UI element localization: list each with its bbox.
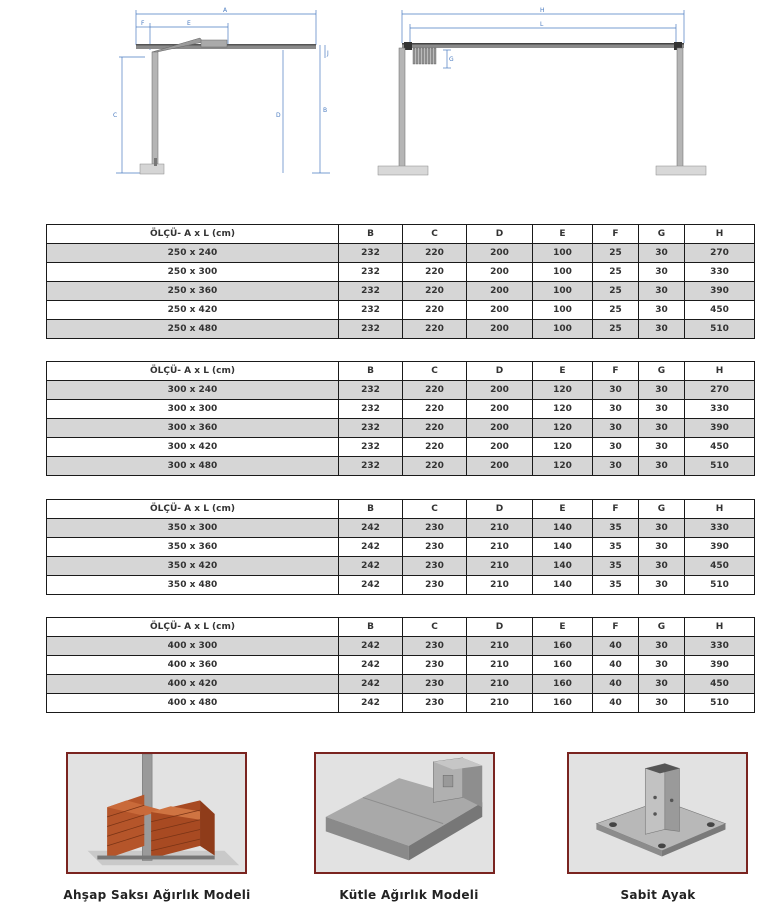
table-header-row bbox=[47, 225, 755, 244]
spec-table-4 bbox=[46, 617, 755, 713]
value-cell: 25 bbox=[593, 263, 639, 282]
value-cell: 30 bbox=[593, 400, 639, 419]
value-cell: 100 bbox=[533, 244, 593, 263]
value-cell: 220 bbox=[403, 301, 467, 320]
value-cell: 510 bbox=[685, 457, 755, 476]
table-row bbox=[47, 320, 755, 339]
value-cell: 220 bbox=[403, 282, 467, 301]
spec-table-2 bbox=[46, 361, 755, 476]
dim-label-b: B bbox=[323, 107, 328, 114]
value-cell: 30 bbox=[639, 675, 685, 694]
value-cell: 230 bbox=[403, 576, 467, 595]
column-header: F bbox=[593, 500, 639, 519]
value-cell: 220 bbox=[403, 438, 467, 457]
column-header: B bbox=[339, 500, 403, 519]
value-cell: 100 bbox=[533, 301, 593, 320]
table-row bbox=[47, 282, 755, 301]
value-cell: 232 bbox=[339, 282, 403, 301]
value-cell: 390 bbox=[685, 282, 755, 301]
value-cell: 35 bbox=[593, 538, 639, 557]
value-cell: 30 bbox=[639, 694, 685, 713]
value-cell: 200 bbox=[467, 320, 533, 339]
value-cell: 330 bbox=[685, 263, 755, 282]
column-header: C bbox=[403, 500, 467, 519]
value-cell: 242 bbox=[339, 637, 403, 656]
value-cell: 220 bbox=[403, 320, 467, 339]
value-cell: 35 bbox=[593, 576, 639, 595]
dim-label-l: L bbox=[540, 21, 544, 28]
value-cell: 25 bbox=[593, 282, 639, 301]
table-row bbox=[47, 538, 755, 557]
size-cell: 350 x 420 bbox=[47, 557, 339, 576]
right-structure bbox=[378, 42, 706, 175]
value-cell: 140 bbox=[533, 538, 593, 557]
value-cell: 30 bbox=[639, 656, 685, 675]
value-cell: 210 bbox=[467, 519, 533, 538]
value-cell: 200 bbox=[467, 301, 533, 320]
table-row bbox=[47, 400, 755, 419]
value-cell: 220 bbox=[403, 263, 467, 282]
value-cell: 220 bbox=[403, 381, 467, 400]
value-cell: 30 bbox=[639, 637, 685, 656]
value-cell: 160 bbox=[533, 656, 593, 675]
size-cell: 350 x 480 bbox=[47, 576, 339, 595]
value-cell: 232 bbox=[339, 320, 403, 339]
table-row bbox=[47, 381, 755, 400]
value-cell: 120 bbox=[533, 419, 593, 438]
size-column-header: ÖLÇÜ- A x L (cm) bbox=[47, 618, 339, 637]
column-header: H bbox=[685, 362, 755, 381]
table-header-row bbox=[47, 362, 755, 381]
column-header: F bbox=[593, 618, 639, 637]
value-cell: 30 bbox=[639, 320, 685, 339]
column-header: E bbox=[533, 362, 593, 381]
value-cell: 230 bbox=[403, 637, 467, 656]
value-cell: 160 bbox=[533, 675, 593, 694]
size-cell: 400 x 300 bbox=[47, 637, 339, 656]
value-cell: 40 bbox=[593, 637, 639, 656]
value-cell: 100 bbox=[533, 320, 593, 339]
value-cell: 200 bbox=[467, 381, 533, 400]
value-cell: 160 bbox=[533, 694, 593, 713]
wooden-planter-weight-caption: Ahşap Saksı Ağırlık Modeli bbox=[63, 888, 251, 902]
column-header: B bbox=[339, 618, 403, 637]
value-cell: 30 bbox=[639, 244, 685, 263]
value-cell: 232 bbox=[339, 381, 403, 400]
spec-table-1 bbox=[46, 224, 755, 339]
value-cell: 120 bbox=[533, 400, 593, 419]
dim-label-c: C bbox=[113, 112, 118, 119]
value-cell: 390 bbox=[685, 419, 755, 438]
value-cell: 25 bbox=[593, 301, 639, 320]
column-header: D bbox=[467, 362, 533, 381]
left-structure bbox=[136, 38, 316, 174]
column-header: B bbox=[339, 362, 403, 381]
fixed-foot-image bbox=[567, 752, 748, 874]
table-header-row bbox=[47, 618, 755, 637]
column-header: D bbox=[467, 500, 533, 519]
value-cell: 242 bbox=[339, 656, 403, 675]
value-cell: 242 bbox=[339, 694, 403, 713]
value-cell: 25 bbox=[593, 244, 639, 263]
dim-label-e: E bbox=[187, 20, 191, 27]
value-cell: 220 bbox=[403, 419, 467, 438]
size-column-header: ÖLÇÜ- A x L (cm) bbox=[47, 362, 339, 381]
value-cell: 450 bbox=[685, 675, 755, 694]
mass-weight-image bbox=[314, 752, 495, 874]
value-cell: 220 bbox=[403, 457, 467, 476]
value-cell: 100 bbox=[533, 282, 593, 301]
table-row bbox=[47, 419, 755, 438]
value-cell: 140 bbox=[533, 519, 593, 538]
value-cell: 210 bbox=[467, 694, 533, 713]
fixed-foot-caption: Sabit Ayak bbox=[620, 888, 696, 902]
column-header: G bbox=[639, 500, 685, 519]
value-cell: 270 bbox=[685, 244, 755, 263]
value-cell: 210 bbox=[467, 576, 533, 595]
value-cell: 242 bbox=[339, 519, 403, 538]
dim-label-a: A bbox=[223, 7, 228, 14]
value-cell: 232 bbox=[339, 263, 403, 282]
size-cell: 250 x 300 bbox=[47, 263, 339, 282]
left-dimension-lines bbox=[116, 10, 330, 173]
size-cell: 300 x 480 bbox=[47, 457, 339, 476]
value-cell: 30 bbox=[639, 400, 685, 419]
value-cell: 200 bbox=[467, 263, 533, 282]
value-cell: 230 bbox=[403, 694, 467, 713]
value-cell: 30 bbox=[639, 381, 685, 400]
value-cell: 210 bbox=[467, 538, 533, 557]
value-cell: 30 bbox=[639, 282, 685, 301]
value-cell: 232 bbox=[339, 301, 403, 320]
value-cell: 200 bbox=[467, 244, 533, 263]
value-cell: 30 bbox=[593, 381, 639, 400]
size-cell: 250 x 420 bbox=[47, 301, 339, 320]
size-cell: 400 x 420 bbox=[47, 675, 339, 694]
column-header: C bbox=[403, 362, 467, 381]
spec-table-3 bbox=[46, 499, 755, 595]
size-cell: 300 x 300 bbox=[47, 400, 339, 419]
value-cell: 242 bbox=[339, 675, 403, 694]
value-cell: 390 bbox=[685, 656, 755, 675]
value-cell: 30 bbox=[639, 519, 685, 538]
column-header: C bbox=[403, 225, 467, 244]
value-cell: 232 bbox=[339, 244, 403, 263]
value-cell: 200 bbox=[467, 400, 533, 419]
value-cell: 30 bbox=[593, 457, 639, 476]
value-cell: 220 bbox=[403, 400, 467, 419]
column-header: G bbox=[639, 618, 685, 637]
column-header: D bbox=[467, 225, 533, 244]
dim-label-d: D bbox=[276, 112, 281, 119]
value-cell: 390 bbox=[685, 538, 755, 557]
value-cell: 510 bbox=[685, 694, 755, 713]
table-row bbox=[47, 438, 755, 457]
value-cell: 120 bbox=[533, 381, 593, 400]
column-header: H bbox=[685, 618, 755, 637]
value-cell: 120 bbox=[533, 457, 593, 476]
value-cell: 242 bbox=[339, 538, 403, 557]
table-row bbox=[47, 637, 755, 656]
value-cell: 40 bbox=[593, 656, 639, 675]
value-cell: 230 bbox=[403, 557, 467, 576]
value-cell: 220 bbox=[403, 244, 467, 263]
value-cell: 30 bbox=[639, 419, 685, 438]
value-cell: 30 bbox=[639, 557, 685, 576]
value-cell: 270 bbox=[685, 381, 755, 400]
column-header: H bbox=[685, 500, 755, 519]
dim-label-h: H bbox=[540, 7, 545, 14]
wooden-planter-weight-image bbox=[66, 752, 247, 874]
value-cell: 232 bbox=[339, 438, 403, 457]
value-cell: 200 bbox=[467, 457, 533, 476]
table-row bbox=[47, 675, 755, 694]
size-cell: 300 x 240 bbox=[47, 381, 339, 400]
table-row bbox=[47, 694, 755, 713]
size-cell: 250 x 360 bbox=[47, 282, 339, 301]
right-dimension-text bbox=[449, 7, 545, 63]
table-row bbox=[47, 301, 755, 320]
value-cell: 230 bbox=[403, 538, 467, 557]
value-cell: 210 bbox=[467, 557, 533, 576]
column-header: E bbox=[533, 618, 593, 637]
value-cell: 232 bbox=[339, 457, 403, 476]
column-header: G bbox=[639, 362, 685, 381]
value-cell: 35 bbox=[593, 519, 639, 538]
value-cell: 330 bbox=[685, 519, 755, 538]
column-header: E bbox=[533, 225, 593, 244]
size-cell: 350 x 360 bbox=[47, 538, 339, 557]
size-cell: 300 x 360 bbox=[47, 419, 339, 438]
size-column-header: ÖLÇÜ- A x L (cm) bbox=[47, 500, 339, 519]
table-row bbox=[47, 656, 755, 675]
value-cell: 232 bbox=[339, 400, 403, 419]
value-cell: 30 bbox=[639, 263, 685, 282]
dim-label-j: J bbox=[327, 50, 329, 57]
value-cell: 30 bbox=[593, 419, 639, 438]
column-header: F bbox=[593, 362, 639, 381]
value-cell: 30 bbox=[639, 457, 685, 476]
value-cell: 30 bbox=[639, 576, 685, 595]
value-cell: 200 bbox=[467, 282, 533, 301]
value-cell: 160 bbox=[533, 637, 593, 656]
value-cell: 200 bbox=[467, 419, 533, 438]
value-cell: 232 bbox=[339, 419, 403, 438]
table-row bbox=[47, 519, 755, 538]
value-cell: 330 bbox=[685, 400, 755, 419]
column-header: C bbox=[403, 618, 467, 637]
value-cell: 450 bbox=[685, 438, 755, 457]
value-cell: 450 bbox=[685, 557, 755, 576]
value-cell: 242 bbox=[339, 576, 403, 595]
value-cell: 510 bbox=[685, 576, 755, 595]
dimension-diagram bbox=[0, 0, 770, 200]
value-cell: 40 bbox=[593, 694, 639, 713]
value-cell: 30 bbox=[639, 438, 685, 457]
value-cell: 210 bbox=[467, 656, 533, 675]
column-header: G bbox=[639, 225, 685, 244]
value-cell: 25 bbox=[593, 320, 639, 339]
value-cell: 30 bbox=[593, 438, 639, 457]
table-row bbox=[47, 557, 755, 576]
table-header-row bbox=[47, 500, 755, 519]
value-cell: 30 bbox=[639, 538, 685, 557]
left-dimension-text bbox=[113, 7, 329, 119]
size-cell: 350 x 300 bbox=[47, 519, 339, 538]
column-header: F bbox=[593, 225, 639, 244]
value-cell: 35 bbox=[593, 557, 639, 576]
value-cell: 230 bbox=[403, 519, 467, 538]
mass-weight-caption: Kütle Ağırlık Modeli bbox=[339, 888, 479, 902]
column-header: E bbox=[533, 500, 593, 519]
table-row bbox=[47, 263, 755, 282]
value-cell: 100 bbox=[533, 263, 593, 282]
size-cell: 250 x 480 bbox=[47, 320, 339, 339]
right-dimension-lines bbox=[402, 10, 684, 68]
value-cell: 200 bbox=[467, 438, 533, 457]
value-cell: 210 bbox=[467, 675, 533, 694]
table-row bbox=[47, 576, 755, 595]
size-cell: 250 x 240 bbox=[47, 244, 339, 263]
value-cell: 140 bbox=[533, 576, 593, 595]
size-cell: 400 x 480 bbox=[47, 694, 339, 713]
column-header: D bbox=[467, 618, 533, 637]
column-header: H bbox=[685, 225, 755, 244]
value-cell: 210 bbox=[467, 637, 533, 656]
value-cell: 242 bbox=[339, 557, 403, 576]
value-cell: 450 bbox=[685, 301, 755, 320]
table-row bbox=[47, 457, 755, 476]
column-header: B bbox=[339, 225, 403, 244]
value-cell: 510 bbox=[685, 320, 755, 339]
value-cell: 140 bbox=[533, 557, 593, 576]
value-cell: 40 bbox=[593, 675, 639, 694]
size-column-header: ÖLÇÜ- A x L (cm) bbox=[47, 225, 339, 244]
value-cell: 120 bbox=[533, 438, 593, 457]
value-cell: 30 bbox=[639, 301, 685, 320]
value-cell: 230 bbox=[403, 656, 467, 675]
size-cell: 400 x 360 bbox=[47, 656, 339, 675]
value-cell: 230 bbox=[403, 675, 467, 694]
size-cell: 300 x 420 bbox=[47, 438, 339, 457]
dim-label-f: F bbox=[141, 20, 145, 27]
value-cell: 330 bbox=[685, 637, 755, 656]
dim-label-g: G bbox=[449, 56, 454, 63]
table-row bbox=[47, 244, 755, 263]
